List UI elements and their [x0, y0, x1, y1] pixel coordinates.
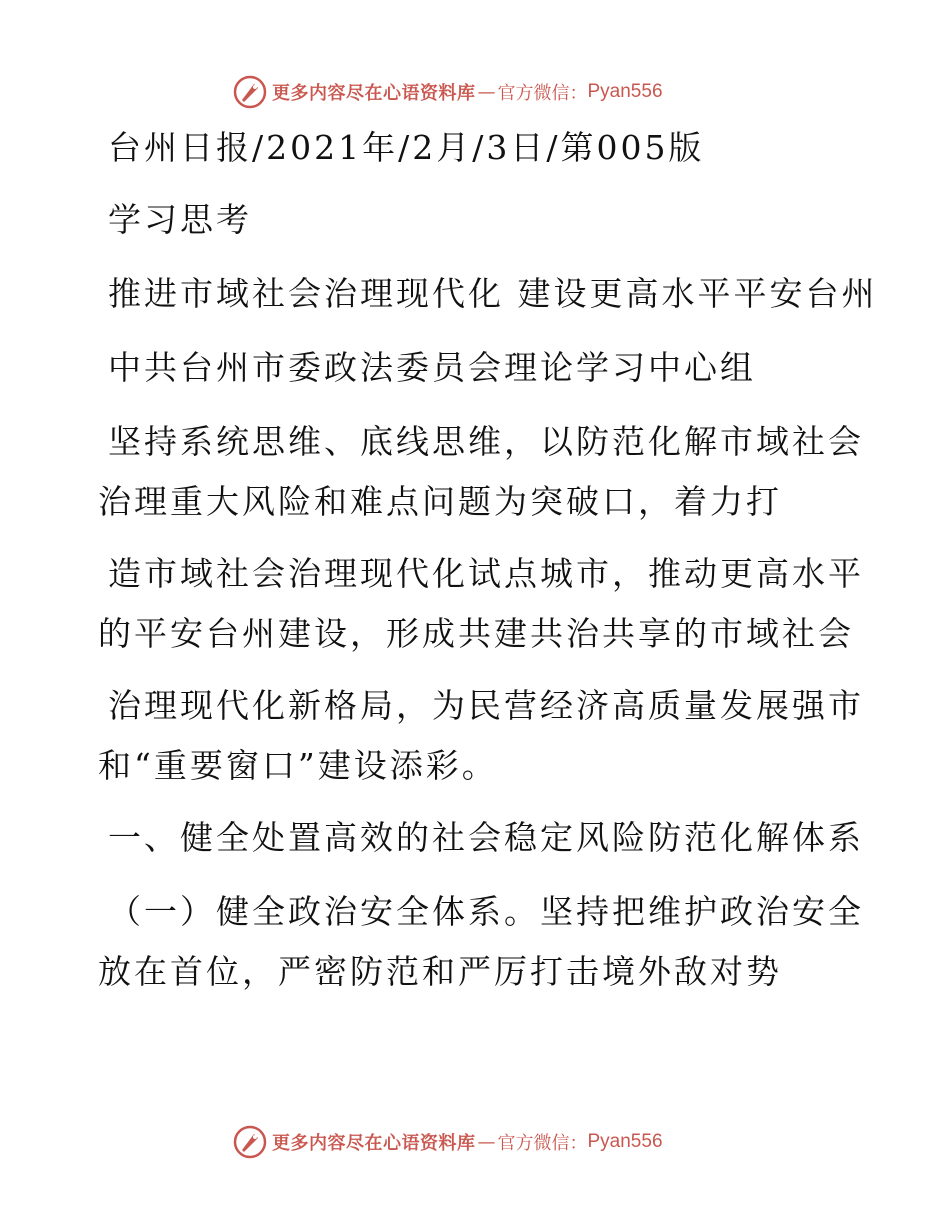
article-dateline: 台州日报/2021年/2月/3日/第005版 — [108, 128, 705, 167]
watermark-footer — [232, 1122, 663, 1162]
paragraph-line: 治理现代化新格局，为民营经济高质量发展强市 — [108, 686, 864, 725]
section-heading: 一、健全处置高效的社会稳定风险防范化解体系 — [108, 818, 864, 857]
watermark-wechat-id: Pyan556 — [587, 81, 663, 102]
watermark-wechat-label: 官方微信： — [497, 1133, 588, 1154]
paragraph-line: 造市域社会治理现代化试点城市，推动更高水平 — [108, 554, 864, 593]
watermark-wechat-id: Pyan556 — [587, 1131, 663, 1152]
paragraph-line: 和“重要窗口”建设添彩。 — [98, 746, 498, 785]
paragraph-line: 治理重大风险和难点问题为突破口，着力打 — [98, 482, 782, 521]
paragraph-line: 坚持系统思维、底线思维，以防范化解市域社会 — [108, 422, 864, 461]
article-column: 学习思考 — [108, 200, 252, 239]
article-author: 中共台州市委政法委员会理论学习中心组 — [108, 348, 756, 387]
article-title: 推进市域社会治理现代化 建设更高水平平安台州 — [108, 274, 878, 313]
paragraph-line: 放在首位，严密防范和严厉打击境外敌对势 — [98, 952, 782, 991]
paragraph-line: 的平安台州建设，形成共建共治共享的市域社会 — [98, 614, 854, 653]
watermark-brand-text: 更多内容尽在心语资料库 — [272, 83, 476, 104]
pen-nib-logo-icon — [232, 74, 268, 110]
watermark-dash: — — [477, 1131, 496, 1153]
watermark-header — [232, 72, 663, 112]
watermark-wechat-label: 官方微信： — [497, 83, 588, 104]
watermark-dash: — — [477, 81, 496, 103]
paragraph-line: （一）健全政治安全体系。坚持把维护政治安全 — [108, 892, 864, 931]
watermark-brand-text: 更多内容尽在心语资料库 — [272, 1133, 476, 1154]
pen-nib-logo-icon — [232, 1124, 268, 1160]
